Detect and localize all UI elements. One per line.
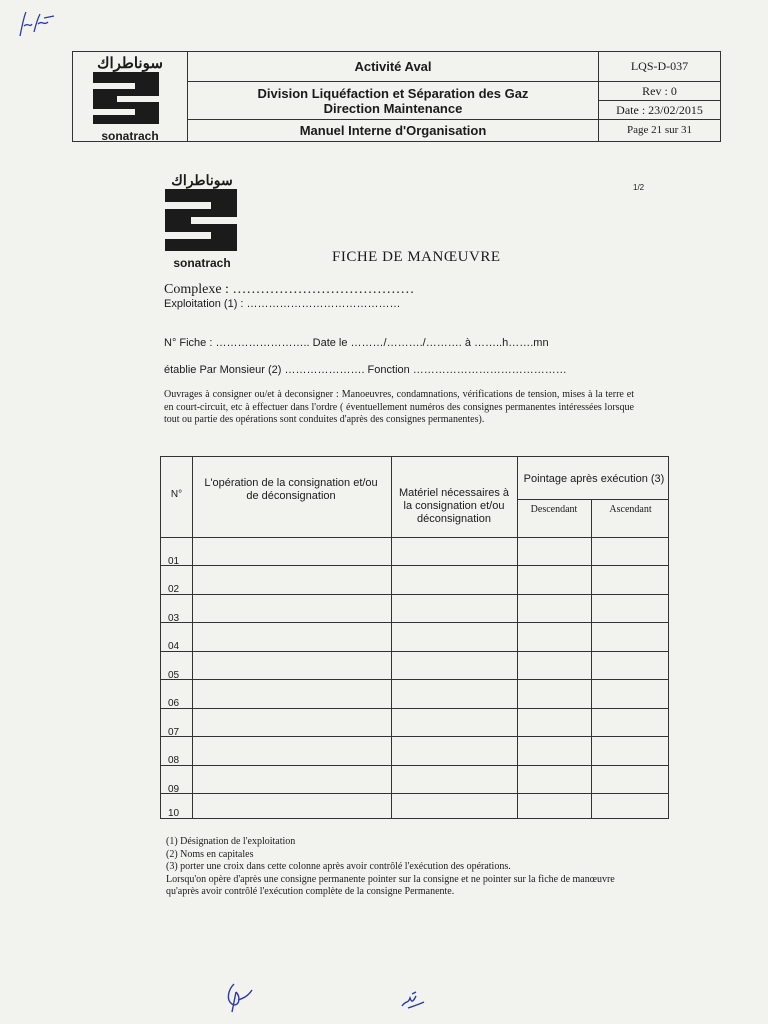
etablie-fonction-field[interactable]: établie Par Monsieur (2) …………………. Fonction …………………………………… xyxy=(164,364,567,376)
form-logo-arabic: سوناطراك xyxy=(171,172,233,188)
doc-date: Date : 23/02/2015 xyxy=(599,101,720,120)
logo-word: sonatrach xyxy=(101,129,159,143)
exploitation-field[interactable]: Exploitation (1) : …………………………………… xyxy=(164,298,401,310)
page-fraction: 1/2 xyxy=(633,183,645,192)
sonatrach-logo xyxy=(87,54,173,143)
header-doc-info xyxy=(599,52,720,141)
handwritten-initials xyxy=(14,6,62,46)
table-row-number: 07 xyxy=(168,727,180,738)
table-row-number: 10 xyxy=(168,808,180,819)
doc-page: Page 21 sur 31 xyxy=(626,124,693,136)
footnote-2: (2) Noms en capitales xyxy=(166,848,254,860)
col-materiel-header: Matériel nécessaires à la consignation et/ou déconsignation xyxy=(398,487,510,525)
col-num-header: N° xyxy=(170,489,183,500)
header-titles xyxy=(188,52,599,141)
instructions-text: Ouvrages à consigner ou/et à deconsigner : Manoeuvres, condamnations, vérifications de tension, mises à la terre et en court-circuit, etc à effectuer dans l'ordre ( éventuellement numéros des consignes permanentes intéressées lorsque tout ou partie des opérations sont conduites d'après des consignes permanentes). xyxy=(164,389,634,425)
table-row-number: 06 xyxy=(168,698,180,709)
header-division-line2: Direction Maintenance xyxy=(323,100,463,116)
form-emblem-icon xyxy=(163,189,241,251)
footnote-3: (3) porter une croix dans cette colonne après avoir contrôlé l'exécution des opérations. xyxy=(166,861,511,872)
col-descendant-header: Descendant xyxy=(530,504,578,515)
fiche-date-field[interactable]: N° Fiche : …………………….. Date le ………/………./………. à ……..h…….mn xyxy=(164,337,549,349)
signature-left xyxy=(222,980,256,1014)
doc-code: LQS-D-037 xyxy=(599,52,720,82)
form-logo-word: sonatrach xyxy=(173,256,231,270)
operations-table xyxy=(160,456,669,819)
doc-revision: Rev : 0 xyxy=(599,82,720,101)
table-row-number: 09 xyxy=(168,784,180,795)
col-ascendant-header: Ascendant xyxy=(609,504,652,515)
col-pointage-header: Pointage après exécution (3) xyxy=(523,473,665,485)
table-row-number: 02 xyxy=(168,584,180,595)
table-row-number: 05 xyxy=(168,670,180,681)
logo-arabic-text: سوناطراك xyxy=(97,55,163,72)
header-logo-cell xyxy=(73,52,188,141)
document-header xyxy=(72,51,721,142)
sonatrach-emblem-icon xyxy=(87,72,173,124)
table-row-number: 03 xyxy=(168,613,180,624)
footnote-1: (1) Désignation de l'exploitation xyxy=(166,836,296,847)
col-operation-header: L'opération de la consignation et/ou de déconsignation xyxy=(204,477,378,502)
table-row-number: 01 xyxy=(168,556,180,567)
form-logo xyxy=(163,172,241,270)
table-row-number: 04 xyxy=(168,641,180,652)
footnote-4: Lorsqu'on opère d'après une consigne permanente pointer sur la consigne et ne pointer sur la fiche de manœuvre qu'après avoir contrôlé l'exécution complète de la consigne Permanente. xyxy=(166,873,615,897)
signature-right xyxy=(398,988,428,1012)
header-activity: Activité Aval xyxy=(188,52,598,82)
header-manual: Manuel Interne d'Organisation xyxy=(299,122,487,138)
table-row-number: 08 xyxy=(168,755,180,766)
form-title: FICHE DE MANŒUVRE xyxy=(332,249,501,265)
header-division xyxy=(188,82,598,120)
header-division-line1: Division Liquéfaction et Séparation des Gaz xyxy=(257,85,529,101)
footnotes xyxy=(166,836,636,899)
complexe-field[interactable]: Complexe : ………………………………… xyxy=(164,282,415,297)
